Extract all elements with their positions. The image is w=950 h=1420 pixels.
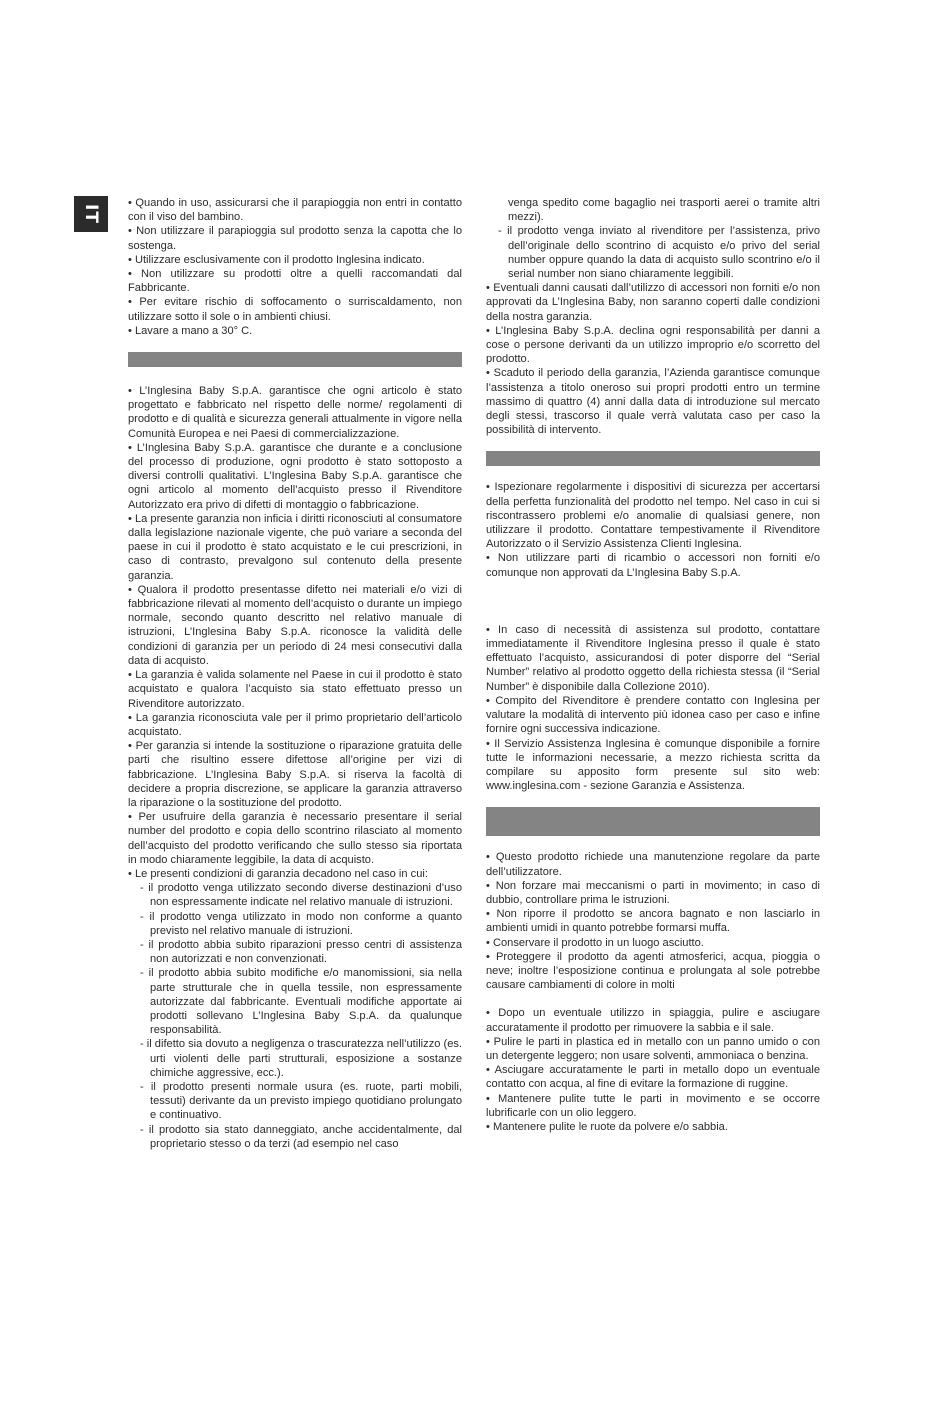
list-item: - il prodotto venga inviato al rivenditore per l’assistenza, privo dell’originale dello scontrino di acquisto e/o privo del serial number oppure quando la data di acquisto sullo scontrino e/o il serial number non siano chiaramente leggibili. [498,225,820,281]
section-header-bar [128,352,462,367]
paragraph: • Per usufruire della garanzia è necessario presentare il serial number del prodotto e copia dello scontrino rilasciato al momento dell’acquisto del prodotto verificando che sullo stesso sia riportata in modo chiaramente leggibile, la data di acquisto. [128,811,462,866]
paragraph: • Asciugare accuratamente le parti in metallo dopo un eventuale contatto con acqua, al fine di evitare la formazione di ruggine. [486,1064,820,1091]
paragraph: • L’Inglesina Baby S.p.A. declina ogni responsabilità per danni a cose o persone derivanti da un utilizzo improprio e/o scorretto del prodotto. [486,324,820,366]
paragraph: • La garanzia riconosciuta vale per il primo proprietario dell’articolo acquistato. [128,711,462,738]
paragraph: • Eventuali danni causati dall’utilizzo di accessori non forniti e/o non approvati da L’Inglesina Baby, non saranno coperti dalle condizioni della nostra garanzia. [486,282,820,323]
list-item: - il prodotto presenti normale usura (es. ruote, parti mobili, tessuti) derivante da un previsto impiego quotidiano prolungato e continuativo. [140,1080,462,1122]
left-column [128,196,462,1151]
paragraph: • In caso di necessità di assistenza sul prodotto, contattare immediatamente il Rivenditore Inglesina presso il quale è stato effettuato l’acquisto, assicurandosi di poter disporre del “Serial Number” relativo al prodotto oggetto della richiesta stessa (il “Serial Number” è disponibile dalla Collezione 2010). [486,623,820,693]
paragraph: • Pulire le parti in plastica ed in metallo con un panno umido o con un detergente leggero; non usare solventi, ammoniaca o benzina. [486,1035,820,1062]
paragraph: • Scaduto il periodo della garanzia, l’Azienda garantisce comunque l’assistenza a titolo oneroso sui propri prodotti entro un termine massimo di quattro (4) anni dalla data di introduzione sul mercato degli stessi, trascorso il quale verrà valutata caso per caso la possibilità di intervento. [486,367,820,437]
paragraph: • Conservare il prodotto in un luogo asciutto. [486,936,704,949]
paragraph: • Ispezionare regolarmente i dispositivi di sicurezza per accertarsi della perfetta funzionalità del prodotto nel tempo. Nel caso in cui si riscontrassero problemi e/o anomalie di qualsiasi genere, non utilizzare il prodotto. Contattare tempestivamente il Rivenditore Autorizzato o il Servizio Assistenza Clienti Inglesina. [486,481,820,551]
paragraph: • La presente garanzia non inficia i diritti riconosciuti al consumatore dalla legislazione nazionale vigente, che può variare a seconda del paese in cui il prodotto è stato acquistato e le cui prescrizioni, in caso di contrasto, prevalgono sul contenuto della presente garanzia. [128,512,462,582]
paragraph: • Le presenti condizioni di garanzia decadono nel caso in cui: [128,867,428,880]
section-header-bar [486,451,820,466]
list-item: - il prodotto venga utilizzato secondo diverse destinazioni d’uso non espressamente indicate nel relativo manuale di istruzioni. [140,882,462,909]
paragraph: • Dopo un eventuale utilizzo in spiaggia, pulire e asciugare accuratamente il prodotto per rimuovere la sabbia e il sale. [486,1007,820,1034]
paragraph: • Questo prodotto richiede una manutenzione regolare da parte dell’utilizzatore. [486,851,820,878]
right-column [486,196,820,1134]
list-item: - il prodotto venga utilizzato in modo non conforme a quanto previsto nel relativo manuale di istruzioni. [140,910,462,937]
paragraph: • Qualora il prodotto presentasse difetto nei materiali e/o vizi di fabbricazione rilevati al momento dell’acquisto o durante un impiego normale, secondo quanto descritto nel relativo manuale di istruzioni, L’Inglesina Baby S.p.A. riconosce la validità delle condizioni di garanzia per un periodo di 24 mesi consecutivi dalla data di acquisto. [128,583,462,667]
section-header-bar [486,807,820,836]
list-item: - il difetto sia dovuto a negligenza o trascuratezza nell’utilizzo (es. urti violenti delle parti strutturali, esposizione a sostanze chimiche aggressive, ecc.). [140,1038,462,1079]
paragraph: • Non utilizzare parti di ricambio o accessori non forniti e/o comunque non approvati da L’Inglesina Baby S.p.A. [486,552,820,579]
paragraph: • La garanzia è valida solamente nel Paese in cui il prodotto è stato acquistato e qualora l’acquisto sia stato effettuato presso un Rivenditore autorizzato. [128,669,462,710]
paragraph: • L’Inglesina Baby S.p.A. garantisce che ogni articolo è stato progettato e fabbricato nel rispetto delle norme/ regolamenti di prodotto e di qualità e sicurezza generali attualmente in vigore nella Comunità Europea e nei Paesi di commercializzazione. [128,385,462,440]
paragraph: • Quando in uso, assicurarsi che il parapioggia non entri in contatto con il viso del bambino. [128,197,462,224]
list-item: - il prodotto sia stato danneggiato, anche accidentalmente, dal proprietario stesso o da terzi (ad esempio nel caso [140,1123,462,1150]
language-code: IT [80,204,101,224]
paragraph: • Per garanzia si intende la sostituzione o riparazione gratuita delle parti che risultino essere difettose all’origine per vizi di fabbricazione. L’Inglesina Baby S.p.A. si riserva la facoltà di decidere a propria discrezione, se applicare la garanzia attraverso la riparazione o la sostituzione del prodotto. [128,740,462,809]
paragraph: • Per evitare rischio di soffocamento o surriscaldamento, non utilizzare sotto il sole o in ambienti chiusi. [128,296,462,323]
paragraph: • Mantenere pulite tutte le parti in movimento e se occorre lubrificarle con un olio leggero. [486,1092,820,1119]
paragraph: • Non forzare mai meccanismi o parti in movimento; in caso di dubbio, controllare prima le istruzioni. [486,879,820,906]
paragraph: • Non utilizzare su prodotti oltre a quelli raccomandati dal Fabbricante. [128,268,462,295]
paragraph: • Lavare a mano a 30° C. [128,324,253,337]
paragraph: • Non utilizzare il parapioggia sul prodotto senza la capotta che lo sostenga. [128,225,462,252]
list-item: venga spedito come bagaglio nei trasporti aerei o tramite altri mezzi). [508,197,820,224]
paragraph: • Compito del Rivenditore è prendere contatto con Inglesina per valutare la modalità di intervento più idonea caso per caso e infine fornire ogni successiva indicazione. [486,694,820,736]
list-item: - il prodotto abbia subito riparazioni presso centri di assistenza non autorizzati e non convenzionati. [140,938,462,966]
paragraph: • L’Inglesina Baby S.p.A. garantisce che durante e a conclusione del processo di produzione, ogni prodotto è stato sottoposto a diversi controlli qualitativi. L’Inglesina Baby S.p.A. garantisce che ogni articolo al momento dell’acquisto presso il Rivenditore Autorizzato era privo di difetti di montaggio o fabbricazione. [128,441,462,511]
paragraph: • Proteggere il prodotto da agenti atmosferici, acqua, pioggia o neve; inoltre l’esposizione continua e prolungata al sole potrebbe causare cambiamenti di colore in molti [486,950,820,992]
paragraph: • Il Servizio Assistenza Inglesina è comunque disponibile a fornire tutte le informazioni necessarie, a mezzo richiesta scritta da compilare su apposito form presente sul sito web: www.inglesina.com - sezione Garanzia e Assistenza. [486,737,820,793]
list-item: - il prodotto abbia subito modifiche e/o manomissioni, sia nella parte strutturale che in quella tessile, non espressamente autorizzate dal fabbricante. Eventuali modifiche apportate ai prodotti sollevano L’Inglesina Baby S.p.A. da qualunque responsabilità. [140,967,462,1037]
paragraph: • Mantenere pulite le ruote da polvere e/o sabbia. [486,1120,728,1133]
paragraph: • Utilizzare esclusivamente con il prodotto Inglesina indicato. [128,253,425,266]
paragraph: • Non riporre il prodotto se ancora bagnato e non lasciarlo in ambienti umidi in quanto potrebbe formarsi muffa. [486,908,820,935]
language-tab [74,196,108,232]
